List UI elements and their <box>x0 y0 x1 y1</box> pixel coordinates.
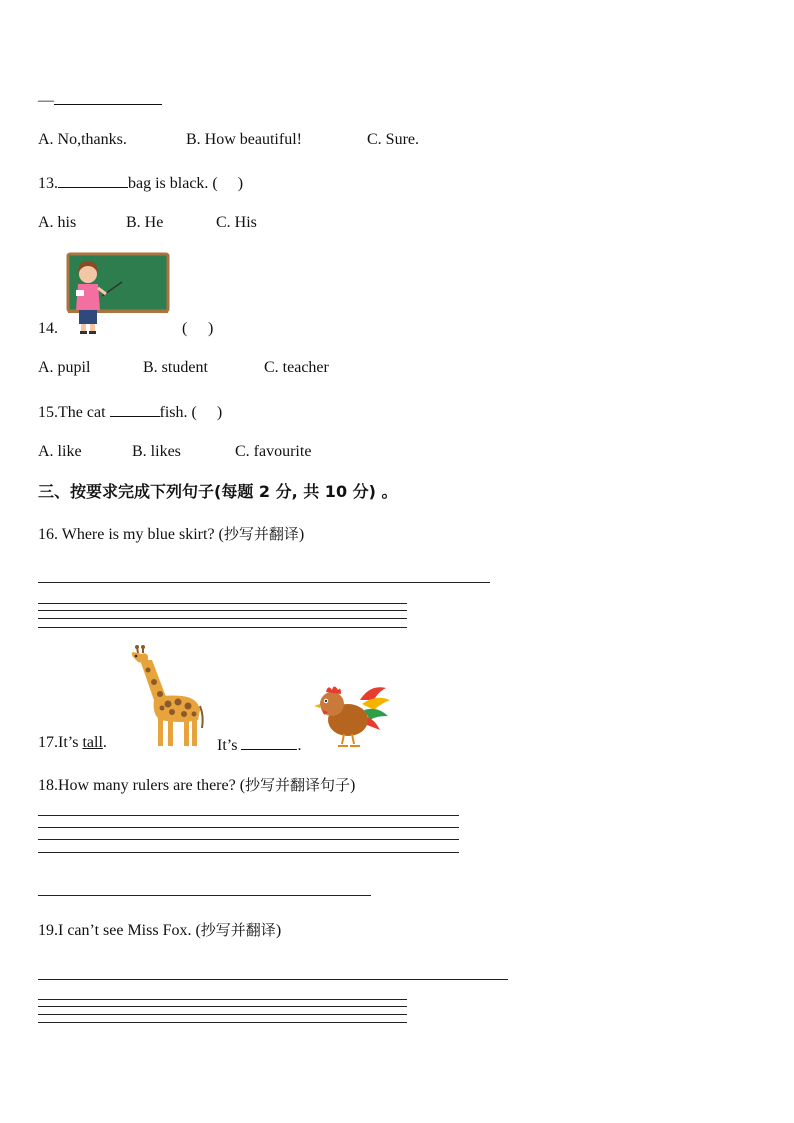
q19-prompt <box>38 920 281 941</box>
writing-line[interactable] <box>38 1014 407 1015</box>
rooster-illustration <box>314 682 392 748</box>
q12-prompt <box>38 88 162 111</box>
q17-prompt <box>38 733 107 753</box>
q13-number: 13. <box>38 175 58 192</box>
writing-line[interactable] <box>38 1006 407 1007</box>
q12-option-a: A. No,thanks. <box>38 131 127 148</box>
q16-prompt <box>38 524 304 545</box>
answer-line[interactable] <box>38 582 490 583</box>
q15-option-b: B. likes <box>132 443 181 460</box>
writing-line[interactable] <box>38 852 459 853</box>
answer-blank[interactable] <box>241 733 297 750</box>
period: . <box>102 734 107 751</box>
q14-paren-open: ( <box>182 320 188 337</box>
writing-line[interactable] <box>38 815 459 816</box>
q16-text: 16. Where is my blue skirt? ( <box>38 526 224 543</box>
q14-option-a: A. pupil <box>38 359 91 376</box>
answer-line[interactable] <box>38 895 371 896</box>
section-three-heading: 三、按要求完成下列句子(每题 2 分, 共 10 分) 。 <box>38 482 398 501</box>
q19-text: 19.I can’t see Miss Fox. ( <box>38 922 201 939</box>
paren-close: ) <box>237 175 244 192</box>
q12-option-b: B. How beautiful! <box>186 131 302 148</box>
q14-option-b: B. student <box>143 359 208 376</box>
answer-blank[interactable] <box>110 400 160 417</box>
q18-text: 18.How many rulers are there? ( <box>38 777 246 794</box>
q17-prefix: 17.It’s <box>38 734 83 751</box>
writing-line[interactable] <box>38 610 407 611</box>
q18-chinese-instruction: 抄写并翻译句子 <box>245 776 351 794</box>
q13-text: bag is black. ( <box>128 175 218 192</box>
teacher-at-blackboard-illustration <box>64 252 170 336</box>
answer-line[interactable] <box>38 979 508 980</box>
answer-blank[interactable] <box>58 171 128 188</box>
writing-line[interactable] <box>38 827 459 828</box>
q18-prompt <box>38 775 355 796</box>
q14-prompt <box>38 319 58 339</box>
writing-line[interactable] <box>38 839 459 840</box>
q13-option-a: A. his <box>38 214 77 231</box>
q14-paren-close: ) <box>208 320 214 337</box>
q15-text: fish. ( <box>159 404 197 421</box>
writing-line[interactable] <box>38 603 407 604</box>
underlined-word: tall <box>82 734 103 751</box>
q13-option-b: B. He <box>126 214 164 231</box>
answer-blank[interactable] <box>54 88 162 105</box>
q17-answer-prompt <box>217 733 301 756</box>
writing-line[interactable] <box>38 1022 407 1023</box>
q17-second-text: It’s <box>217 737 242 754</box>
giraffe-illustration <box>124 644 208 748</box>
q13-prompt <box>38 171 243 194</box>
q14-number: 14. <box>38 320 58 337</box>
q13-option-c: C. His <box>216 214 257 231</box>
paren-close: ) <box>298 526 305 543</box>
q15-option-a: A. like <box>38 443 82 460</box>
writing-line[interactable] <box>38 627 407 628</box>
q15-number: 15.The cat <box>38 404 110 421</box>
paren-close: ) <box>216 404 223 421</box>
paren-close: ) <box>350 777 356 794</box>
dash: — <box>38 92 54 109</box>
q14-option-c: C. teacher <box>264 359 329 376</box>
period: . <box>297 737 302 754</box>
q15-option-c: C. favourite <box>235 443 312 460</box>
writing-line[interactable] <box>38 999 407 1000</box>
writing-line[interactable] <box>38 618 407 619</box>
q15-prompt <box>38 400 222 423</box>
q16-chinese-instruction: 抄写并翻译 <box>223 525 299 543</box>
paren-close: ) <box>275 922 282 939</box>
q19-chinese-instruction: 抄写并翻译 <box>200 921 276 939</box>
q12-option-c: C. Sure. <box>367 131 419 148</box>
